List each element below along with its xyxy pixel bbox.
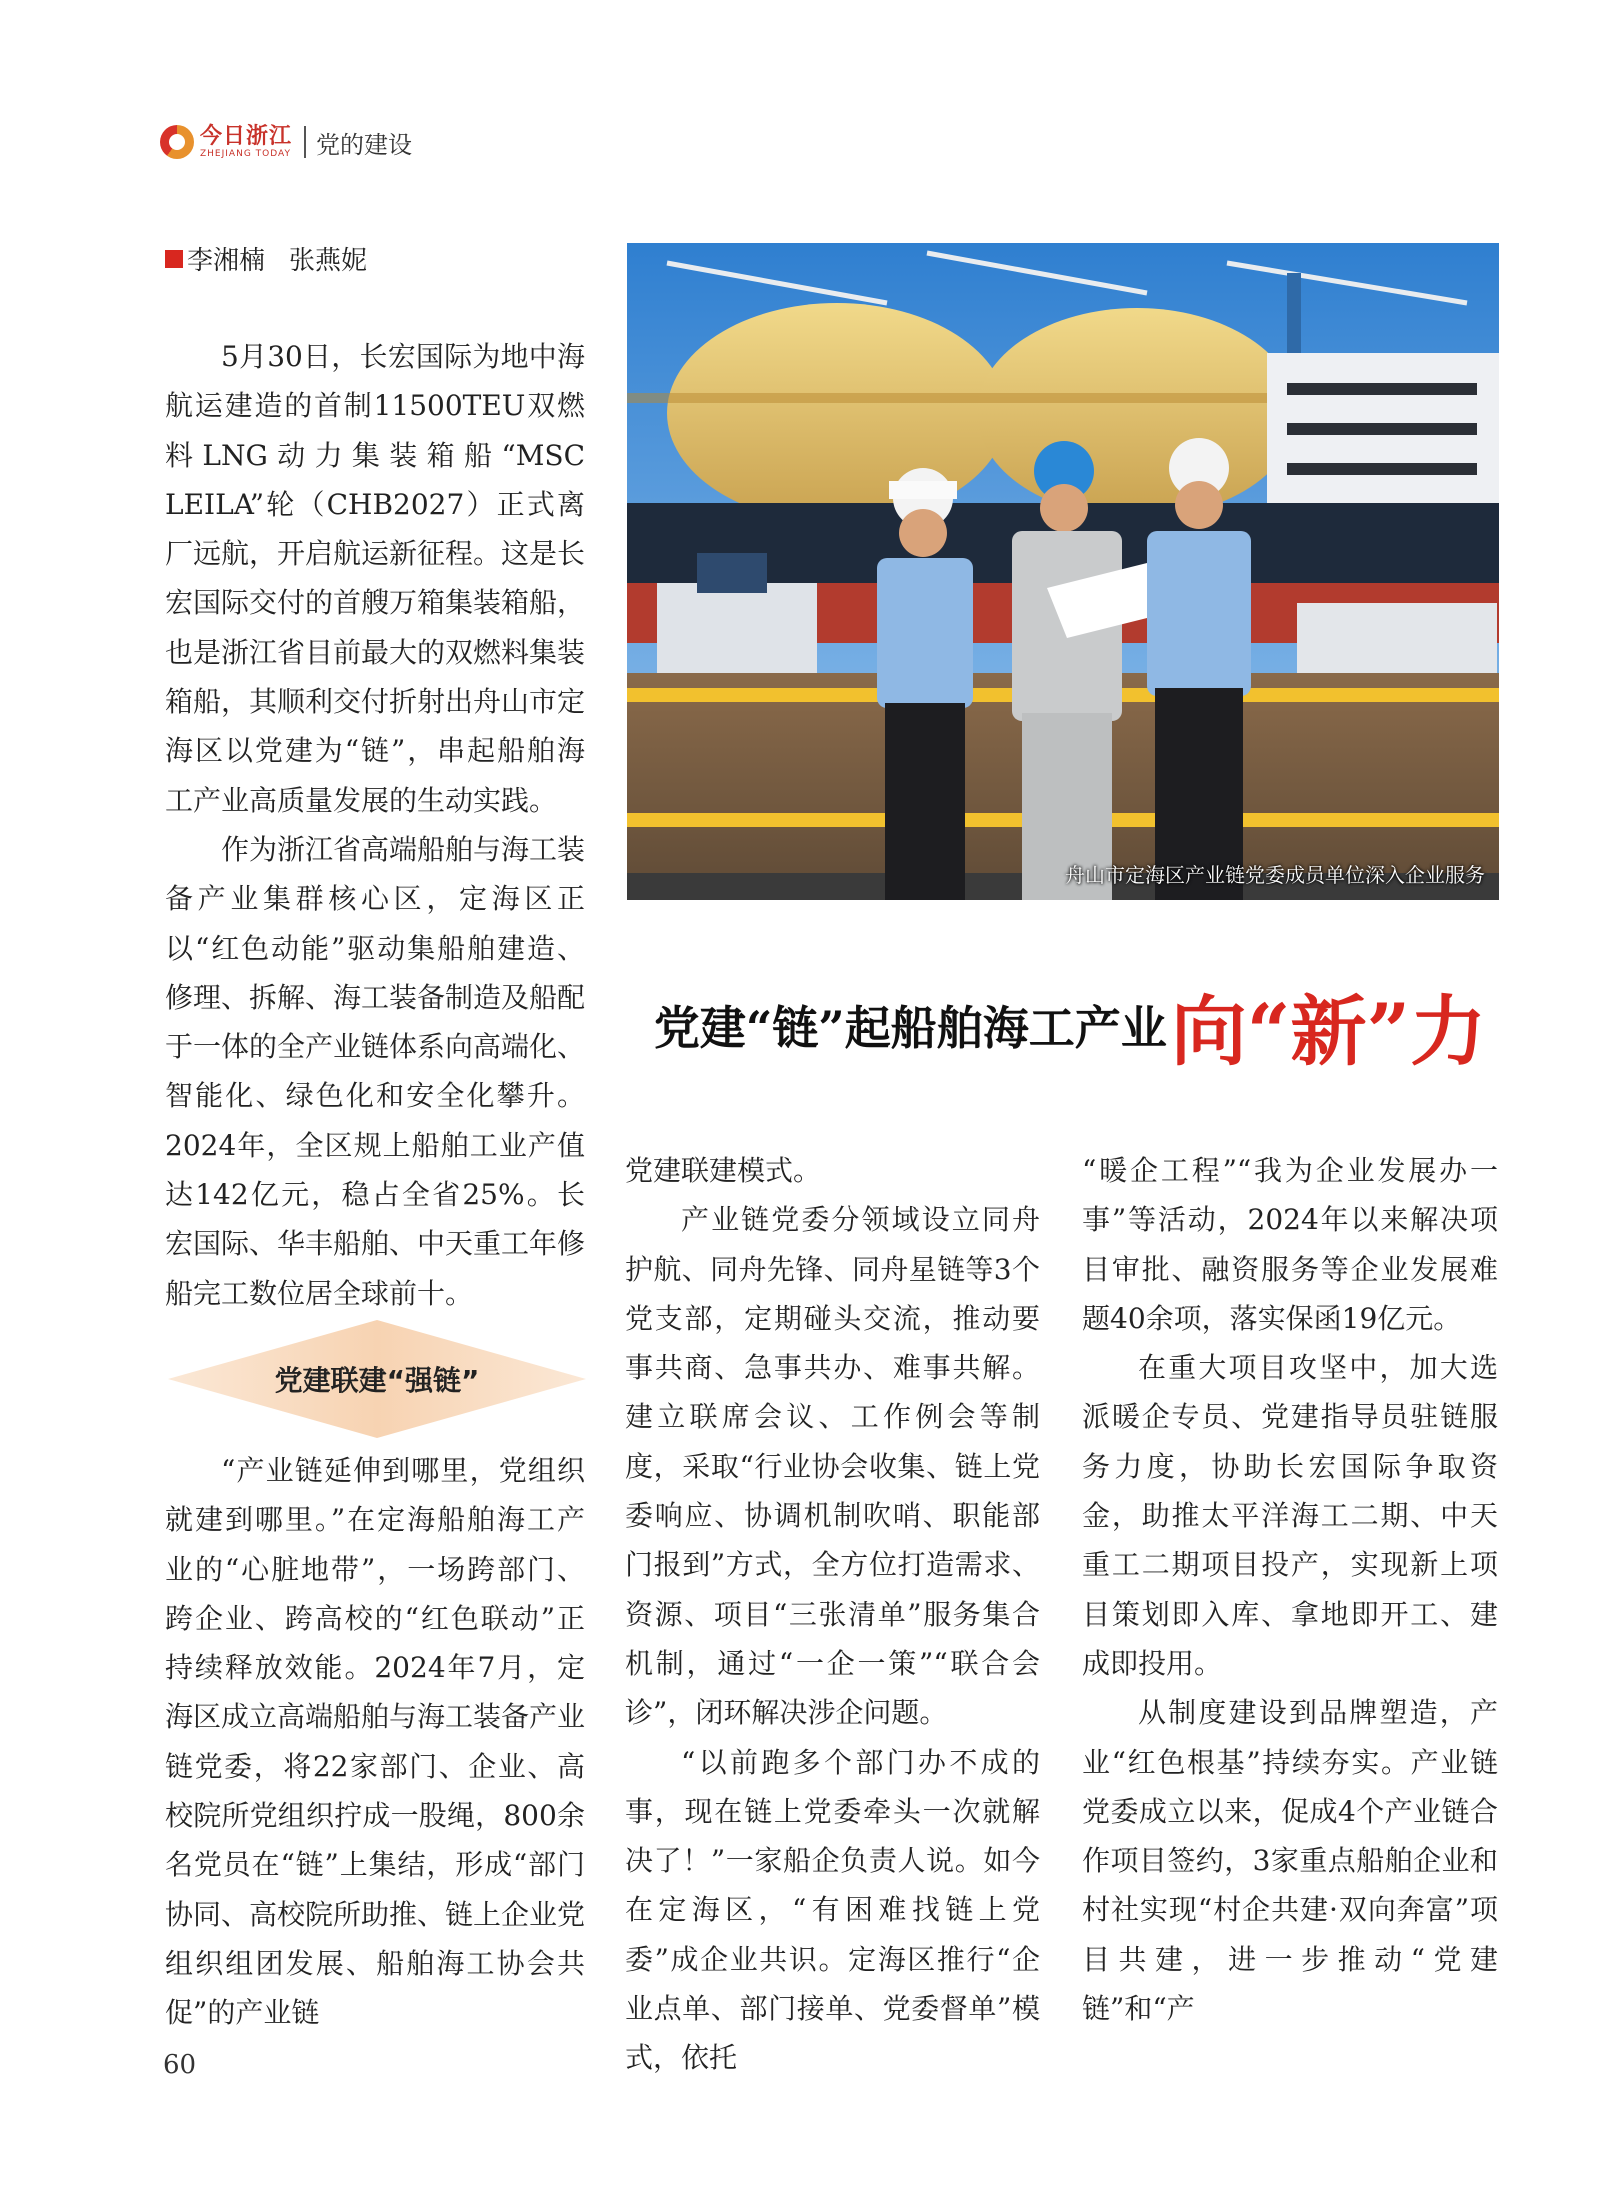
magazine-logo: [160, 125, 292, 159]
paragraph: 5月30日，长宏国际为地中海航运建造的首制11500TEU双燃料LNG动力集装箱船“MSC LEILA”轮（CHB2027）正式离厂远航，开启航运新征程。这是长宏国际交付的首艘万箱集装箱船，也是浙江省目前最大的双燃料集装箱船，其顺利交付折射出舟山市定海区以党建为“链”，串起船舶海工产业高质量发展的生动实践。: [165, 340, 586, 817]
author-name: 李湘楠: [187, 246, 266, 276]
paragraph: “以前跑多个部门办不成的事，现在链上党委牵头一次就解决了！”一家船企负责人说。如今在定海区，“有困难找链上党委”成企业共识。定海区推行“企业点单、部门接单、党委督单”模式，依托: [625, 1745, 1040, 2075]
column-2: [625, 1146, 1040, 2083]
subhead-text: 党建联建“强链”: [274, 1364, 480, 1397]
column-3: [1082, 1146, 1498, 2033]
section-name: 党的建设: [316, 130, 413, 159]
article-photo: [627, 243, 1499, 900]
logo-emblem-icon: [160, 125, 194, 159]
byline: [165, 240, 367, 277]
author-name: 张燕妮: [289, 246, 368, 276]
page-header: [160, 120, 412, 164]
paragraph: 从制度建设到品牌塑造，产业“红色根基”持续夯实。产业链党委成立以来，促成4个产业链合作项目签约，3家重点船舶企业和村社实现“村企共建·双向奔富”项目共建，进一步推动“党建链”和“产: [1082, 1696, 1498, 2026]
port-scene-illustration: [627, 243, 1499, 900]
logo-chinese: 今日浙江: [200, 123, 293, 149]
title-main: 党建“链”起船舶海工产业: [653, 1001, 1167, 1055]
paragraph-continued: 党建联建模式。: [625, 1154, 822, 1187]
logo-english: ZHEJIANG TODAY: [200, 149, 291, 159]
red-square-icon: [165, 250, 183, 268]
section-subhead: [168, 1320, 586, 1438]
photo-caption: 舟山市定海区产业链党委成员单位深入企业服务: [1065, 863, 1485, 887]
paragraph: “产业链延伸到哪里，党组织就建到哪里。”在定海船舶海工产业的“心脏地带”，一场跨部门、跨企业、跨高校的“红色联动”正持续释放效能。2024年7月，定海区成立高端船舶与海工装备产业链党委，将22家部门、企业、高校院所党组织拧成一股绳，800余名党员在“链”上集结，形成“部门协同、高校院所助推、链上企业党组织组团发展、船舶海工协会共促”的产业链: [165, 1454, 586, 2030]
column-1-bottom: [165, 1446, 585, 2038]
paragraph: 产业链党委分领域设立同舟护航、同舟先锋、同舟星链等3个党支部，定期碰头交流，推动要事共商、急事共办、难事共解。建立联席会议、工作例会等制度，采取“行业协会收集、链上党委响应、协调机制吹哨、职能部门报到”方式，全方位打造需求、资源、项目“三张清单”服务集合机制，通过“一企一策”“联合会诊”，闭环解决涉企问题。: [625, 1203, 1040, 1730]
paragraph: 作为浙江省高端船舶与海工装备产业集群核心区，定海区正以“红色动能”驱动集船舶建造、修理、拆解、海工装备制造及船配于一体的全产业链体系向高端化、智能化、绿色化和安全化攀升。2024年，全区规上船舶工业产值达142亿元，稳占全省25%。长宏国际、华丰船舶、中天重工年修船完工数位居全球前十。: [165, 832, 586, 1310]
page-number: 60: [163, 2050, 197, 2080]
paragraph: 在重大项目攻坚中，加大选派暖企专员、党建指导员驻链服务力度，协助长宏国际争取资金，助推太平洋海工二期、中天重工二期项目投产，实现新上项目策划即入库、拿地即开工、建成即投用。: [1082, 1351, 1498, 1680]
column-1-top: [165, 332, 585, 1318]
paragraph-continued: “暖企工程”“我为企业发展办一事”等活动，2024年以来解决项目审批、融资服务等企业发展难题40余项，落实保函19亿元。: [1082, 1154, 1498, 1335]
header-divider: [304, 126, 306, 158]
title-accent: 向“新”力: [1170, 986, 1487, 1076]
article-title: [650, 975, 1490, 1075]
